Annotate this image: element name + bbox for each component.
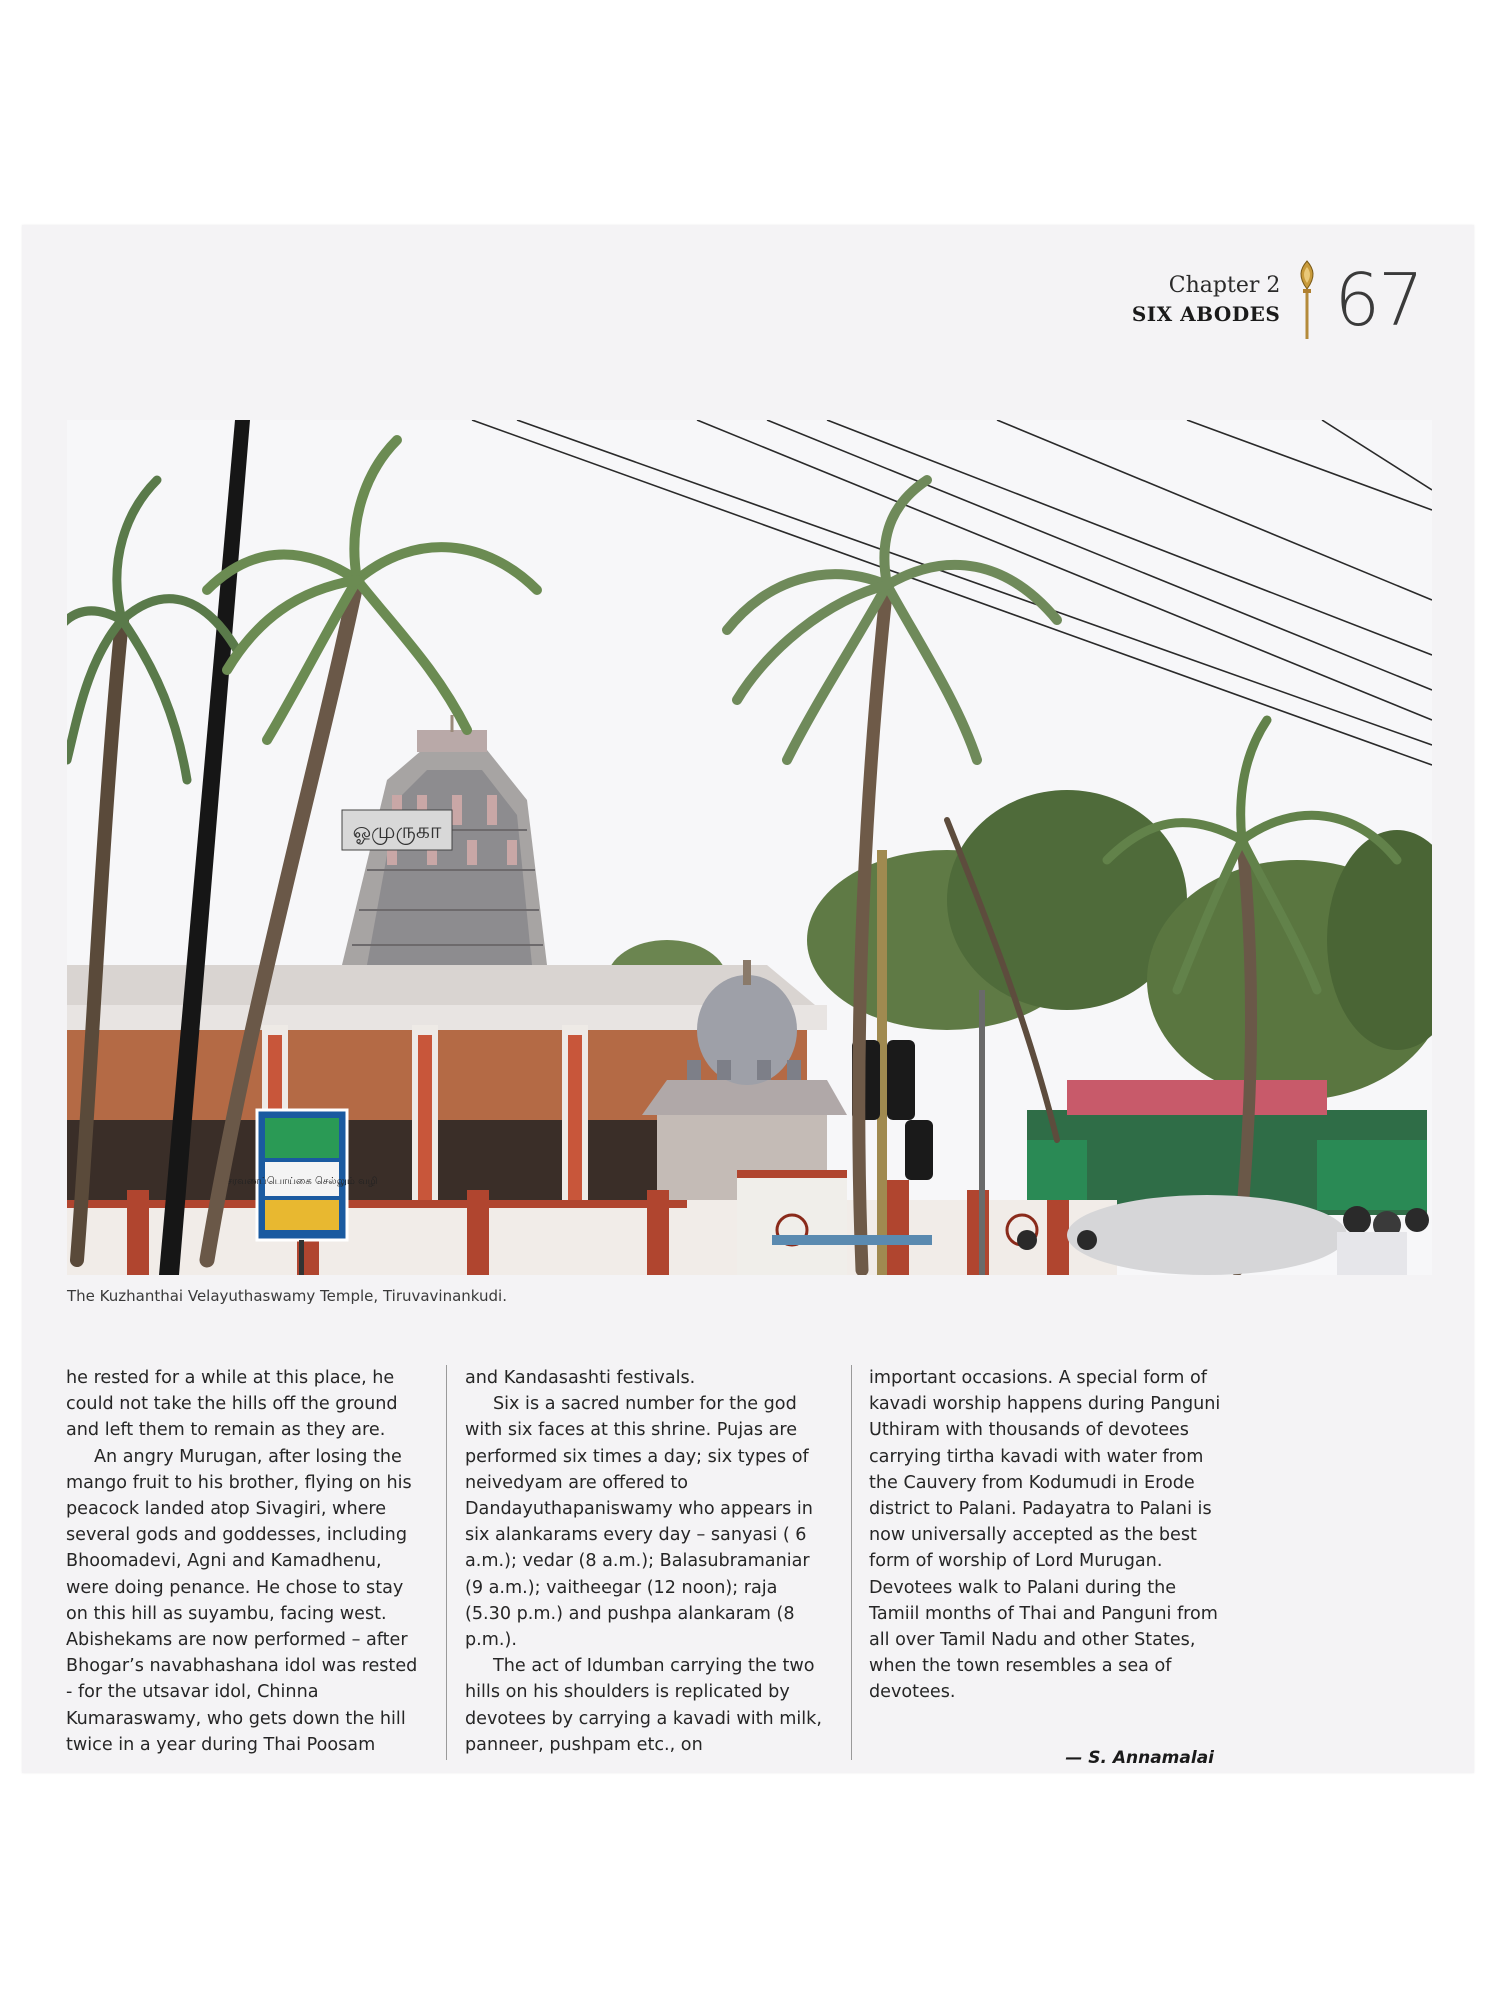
section-label: SIX ABODES <box>1131 302 1281 326</box>
svg-text:சரவணப்பொய்கை செல்லும் வழி: சரவணப்பொய்கை செல்லும் வழி <box>226 1176 378 1187</box>
article-column-1 <box>66 1365 426 1758</box>
page-header <box>1132 255 1422 345</box>
temple-photo <box>67 420 1432 1275</box>
paragraph: The act of Idumban carrying the two hills on his shoulders is replicated by devotees by carrying a kavadi with milk, panneer, pushpam etc., on <box>465 1656 822 1755</box>
magazine-page <box>22 225 1474 1773</box>
column-divider <box>446 1365 447 1760</box>
photo-caption: The Kuzhanthai Velayuthaswamy Temple, Tiruvavinankudi. <box>67 1287 507 1305</box>
page-number: 67 <box>1334 258 1422 342</box>
paragraph: Six is a sacred number for the god with six faces at this shrine. Pujas are performed six times a day; six types of neivedyam are offered to Dandayuthapaniswamy who appears in six alankarams every day – sanyasi ( 6 a.m.); vedar (8 a.m.); Balasubramaniar (9 a.m.); vaitheegar (12 noon); raja (5.30 p.m.) and pushpa alankaram (8 p.m.). <box>465 1394 813 1651</box>
paragraph: An angry Murugan, after losing the mango fruit to his brother, flying on his peacock landed atop Sivagiri, where several gods and goddesses, including Bhoomadevi, Agni and Kamadhenu, were doing penance. He chose to stay on this hill as suyambu, facing west. Abishekams are now performed – after Bhogar’s navabhashana idol was rested - for the utsavar idol, Chinna Kumaraswamy, who gets down the hill twice in a year during Thai Poosam <box>66 1446 418 1755</box>
article-column-2 <box>465 1365 825 1758</box>
paragraph: and Kandasashti festivals. <box>465 1368 696 1388</box>
paragraph: he rested for a while at this place, he could not take the hills off the ground and left them to remain as they are. <box>66 1368 398 1441</box>
chapter-label: Chapter 2 <box>1168 273 1281 298</box>
paragraph: important occasions. A special form of kavadi worship happens during Panguni Uthiram with thousands of devotees carrying tirtha kavadi with water from the Cauvery from Kodumudi in Erode district to Palani. Padayatra to Palani is now universally accepted as the best form of worship of Lord Murugan. Devotees walk to Palani during the Tamiil months of Thai and Panguni from all over Tamil Nadu and other States, when the town resembles a sea of devotees. <box>869 1368 1221 1703</box>
author-byline: — S. Annamalai <box>1065 1748 1214 1768</box>
temple-photo-illustration <box>67 420 1432 1275</box>
svg-text:ஓமுருகா: ஓமுருகா <box>352 819 442 844</box>
chapter-block <box>1132 272 1281 328</box>
article-column-3 <box>869 1365 1229 1706</box>
column-divider <box>851 1365 852 1760</box>
vel-icon <box>1294 259 1320 341</box>
article-columns <box>64 1365 1234 1765</box>
